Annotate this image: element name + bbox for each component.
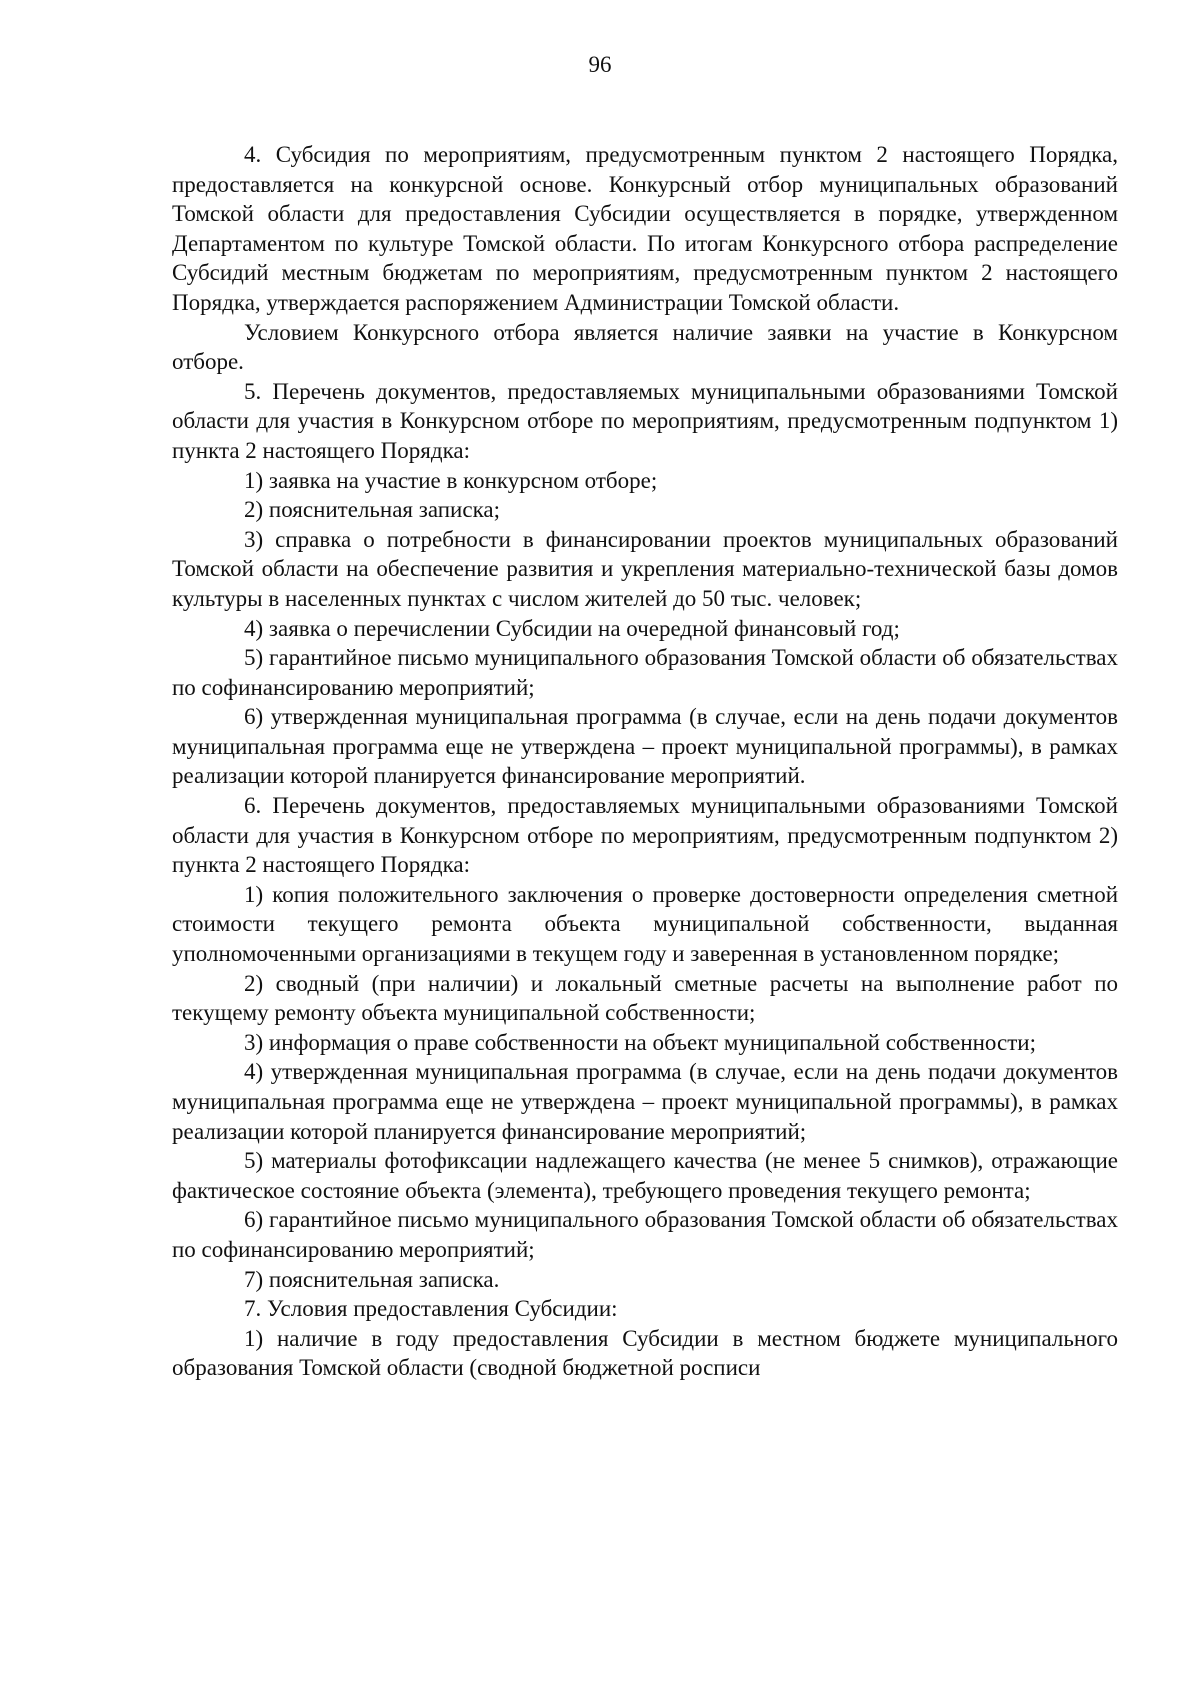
paragraph-competition-condition: Условием Конкурсного отбора является наличие заявки на участие в Конкурсном отборе.: [172, 319, 1118, 375]
page-number: 96: [588, 52, 612, 77]
paragraph-6-documents-list: 6. Перечень документов, предоставляемых муниципальными образованиями Томской области для участия в Конкурсном отборе по мероприятиям, предусмотренным подпунктом 2) пункта 2 настоящего Порядка:: [172, 793, 1118, 878]
list-item-6-7: 7) пояснительная записка.: [244, 1266, 500, 1292]
list-item-5-1: 1) заявка на участие в конкурсном отборе;: [244, 467, 658, 493]
list-item-6-6: 6) гарантийное письмо муниципального образования Томской области об обязательствах по софинансированию мероприятий;: [172, 1207, 1118, 1262]
list-item-6-5: 5) материалы фотофиксации надлежащего качества (не менее 5 снимков), отражающие фактическое состояние объекта (элемента), требующего проведения текущего ремонта;: [172, 1148, 1118, 1203]
list-item-5-4: 4) заявка о перечислении Субсидии на очередной финансовый год;: [244, 615, 900, 641]
list-item-5-5: 5) гарантийное письмо муниципального образования Томской области об обязательствах по софинансированию мероприятий;: [172, 645, 1118, 700]
paragraph-4-subsidy-competitive-basis: 4. Субсидия по мероприятиям, предусмотренным пунктом 2 настоящего Порядка, предоставляется на конкурсной основе. Конкурсный отбор муниципальных образований Томской области для предоставления Субсидии осуществляется в порядке, утвержденном Департаментом по культуре Томской области. По итогам Конкурсного отбора распределение Субсидий местным бюджетам по мероприятиям, предусмотренным пунктом 2 настоящего Порядка, утверждается распоряжением Администрации Томской области.: [172, 142, 1118, 315]
list-item-6-1: 1) копия положительного заключения о проверке достоверности определения сметной стоимости текущего ремонта объекта муниципальной собственности, выданная уполномоченными организациями в текущем году и заверенная в установленном порядке;: [172, 881, 1118, 967]
list-item-5-6: 6) утвержденная муниципальная программа (в случае, если на день подачи документов муниципальная программа еще не утверждена – проект муниципальной программы), в рамках реализации которой планируется финансирование мероприятий.: [172, 704, 1118, 789]
list-item-6-2: 2) сводный (при наличии) и локальный сметные расчеты на выполнение работ по текущему ремонту объекта муниципальной собственности;: [172, 970, 1118, 1026]
list-item-6-4: 4) утвержденная муниципальная программа (в случае, если на день подачи документов муниципальная программа еще не утверждена – проект муниципальной программы), в рамках реализации которой планируется финансирование мероприятий;: [172, 1059, 1118, 1144]
list-item-7-1: 1) наличие в году предоставления Субсидии в местном бюджете муниципального образования Томской области (сводной бюджетной росписи: [172, 1325, 1118, 1381]
paragraph-7-subsidy-conditions: 7. Условия предоставления Субсидии:: [244, 1296, 618, 1322]
document-body: [172, 140, 1118, 1383]
paragraph-5-documents-list: 5. Перечень документов, предоставляемых муниципальными образованиями Томской области для участия в Конкурсном отборе по мероприятиям, предусмотренным подпунктом 1) пункта 2 настоящего Порядка:: [172, 378, 1118, 463]
list-item-5-3: 3) справка о потребности в финансировании проектов муниципальных образований Томской области на обеспечение развития и укрепления материально-технической базы домов культуры в населенных пунктах с числом жителей до 50 тыс. человек;: [172, 526, 1118, 611]
list-item-5-2: 2) пояснительная записка;: [244, 497, 500, 523]
list-item-6-3: 3) информация о праве собственности на объект муниципальной собственности;: [244, 1029, 1036, 1055]
